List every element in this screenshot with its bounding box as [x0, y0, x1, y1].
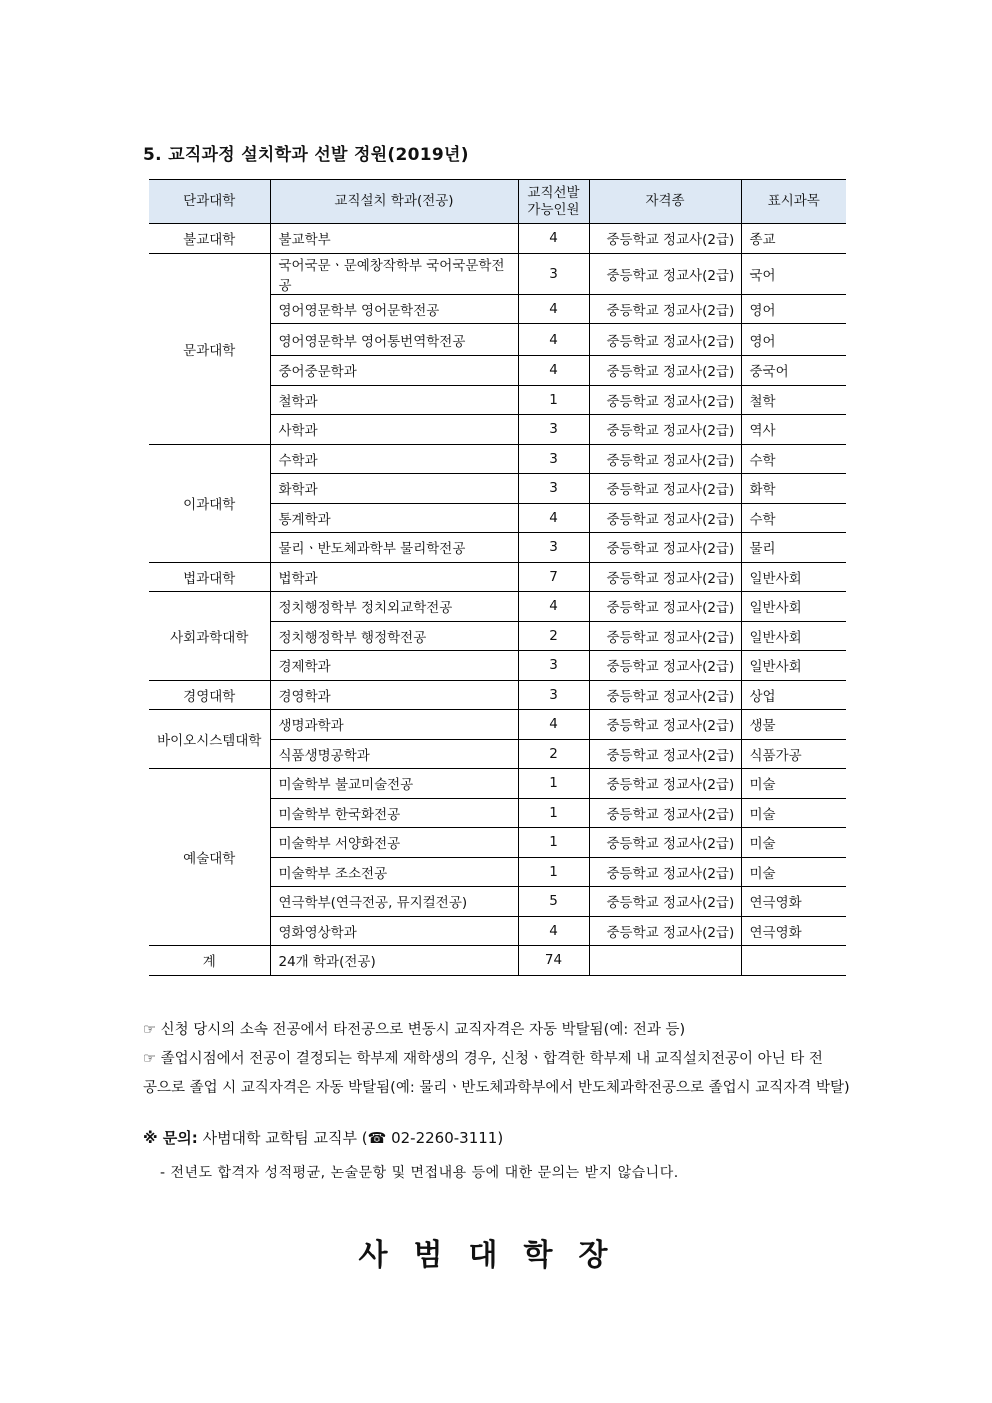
header-department: 교직설치 학과(전공)	[270, 180, 518, 224]
count-cell: 3	[518, 680, 589, 710]
college-cell: 법과대학	[149, 562, 270, 592]
subject-cell: 생물	[741, 710, 846, 740]
subject-cell: 일반사회	[741, 562, 846, 592]
note-transfer: ☞ 신청 당시의 소속 전공에서 타전공으로 변동시 교직자격은 자동 박탈됨(예: 전과 등)	[143, 1022, 686, 1038]
count-cell: 4	[518, 324, 589, 356]
department-cell: 정치행정학부 정치외교학전공	[270, 592, 518, 622]
count-cell: 1	[518, 769, 589, 799]
qualification-cell: 중등학교 정교사(2급)	[589, 474, 741, 504]
department-cell: 미술학부 조소전공	[270, 857, 518, 887]
total-subject-cell	[741, 946, 846, 976]
qualification-cell: 중등학교 정교사(2급)	[589, 828, 741, 858]
table-row	[149, 444, 846, 474]
table-row	[149, 680, 846, 710]
count-cell: 4	[518, 710, 589, 740]
qualification-cell: 중등학교 정교사(2급)	[589, 294, 741, 324]
subject-cell: 상업	[741, 680, 846, 710]
count-cell: 1	[518, 828, 589, 858]
department-cell: 정치행정학부 행정학전공	[270, 621, 518, 651]
qualification-cell: 중등학교 정교사(2급)	[589, 651, 741, 681]
total-row	[149, 946, 846, 976]
qualification-cell: 중등학교 정교사(2급)	[589, 739, 741, 769]
qualification-cell: 중등학교 정교사(2급)	[589, 444, 741, 474]
department-cell: 영화영상학과	[270, 916, 518, 946]
qualification-cell: 중등학교 정교사(2급)	[589, 415, 741, 445]
subject-cell: 수학	[741, 503, 846, 533]
subject-cell: 미술	[741, 828, 846, 858]
subject-cell: 수학	[741, 444, 846, 474]
table-row	[149, 710, 846, 740]
total-count-cell: 74	[518, 946, 589, 976]
subject-cell: 미술	[741, 769, 846, 799]
subject-cell: 영어	[741, 294, 846, 324]
department-cell: 식품생명공학과	[270, 739, 518, 769]
qualification-cell: 중등학교 정교사(2급)	[589, 887, 741, 917]
department-cell: 불교학부	[270, 224, 518, 254]
subject-cell: 화학	[741, 474, 846, 504]
department-cell: 경영학과	[270, 680, 518, 710]
contact-label: ※ 문의:	[143, 1129, 198, 1147]
qualification-cell: 중등학교 정교사(2급)	[589, 592, 741, 622]
department-cell: 경제학과	[270, 651, 518, 681]
count-cell: 3	[518, 651, 589, 681]
total-label-cell: 계	[149, 946, 270, 976]
contact-text: 사범대학 교학팀 교직부 (☎ 02-2260-3111)	[202, 1129, 504, 1147]
college-cell: 사회과학대학	[149, 592, 270, 681]
signature: 사범대학장	[358, 1238, 634, 1273]
table-row	[149, 253, 846, 294]
qualification-cell: 중등학교 정교사(2급)	[589, 798, 741, 828]
qualification-cell: 중등학교 정교사(2급)	[589, 680, 741, 710]
table-header-row	[149, 180, 846, 224]
qualification-cell: 중등학교 정교사(2급)	[589, 857, 741, 887]
subject-cell: 일반사회	[741, 592, 846, 622]
table-row	[149, 769, 846, 799]
college-cell: 경영대학	[149, 680, 270, 710]
quota-table	[149, 179, 846, 976]
college-cell: 문과대학	[149, 253, 270, 444]
department-cell: 미술학부 서양화전공	[270, 828, 518, 858]
department-cell: 법학과	[270, 562, 518, 592]
count-cell: 1	[518, 857, 589, 887]
subject-cell: 영어	[741, 324, 846, 356]
count-cell: 3	[518, 444, 589, 474]
count-cell: 4	[518, 592, 589, 622]
department-cell: 미술학부 불교미술전공	[270, 769, 518, 799]
college-cell: 바이오시스템대학	[149, 710, 270, 769]
note-graduation-line1: ☞ 졸업시점에서 전공이 결정되는 학부제 재학생의 경우, 신청ㆍ합격한 학부제 내 교직설치전공이 아닌 타 전	[143, 1051, 823, 1067]
department-cell: 국어국문ㆍ문예창작학부 국어국문학전공	[270, 253, 518, 294]
count-cell: 4	[518, 356, 589, 386]
qualification-cell: 중등학교 정교사(2급)	[589, 224, 741, 254]
count-cell: 5	[518, 887, 589, 917]
subject-cell: 연극영화	[741, 887, 846, 917]
department-cell: 연극학부(연극전공, 뮤지컬전공)	[270, 887, 518, 917]
department-cell: 사학과	[270, 415, 518, 445]
subject-cell: 일반사회	[741, 621, 846, 651]
department-cell: 물리ㆍ반도체과학부 물리학전공	[270, 533, 518, 563]
header-count: 교직선발 가능인원	[518, 180, 589, 224]
department-cell: 영어영문학부 영어통번역학전공	[270, 324, 518, 356]
college-cell: 이과대학	[149, 444, 270, 562]
department-cell: 미술학부 한국화전공	[270, 798, 518, 828]
section-title: 5. 교직과정 설치학과 선발 정원(2019년)	[143, 145, 469, 165]
header-subject: 표시과목	[741, 180, 846, 224]
subject-cell: 종교	[741, 224, 846, 254]
department-cell: 영어영문학부 영어문학전공	[270, 294, 518, 324]
count-cell: 1	[518, 798, 589, 828]
college-cell: 예술대학	[149, 769, 270, 946]
table-row	[149, 562, 846, 592]
qualification-cell: 중등학교 정교사(2급)	[589, 324, 741, 356]
table-body	[149, 224, 846, 976]
count-cell: 3	[518, 533, 589, 563]
qualification-cell: 중등학교 정교사(2급)	[589, 356, 741, 386]
department-cell: 생명과학과	[270, 710, 518, 740]
department-cell: 중어중문학과	[270, 356, 518, 386]
subject-cell: 물리	[741, 533, 846, 563]
subject-cell: 연극영화	[741, 916, 846, 946]
count-cell: 1	[518, 385, 589, 415]
qualification-cell: 중등학교 정교사(2급)	[589, 916, 741, 946]
qualification-cell: 중등학교 정교사(2급)	[589, 562, 741, 592]
count-cell: 3	[518, 474, 589, 504]
subject-cell: 역사	[741, 415, 846, 445]
count-cell: 4	[518, 916, 589, 946]
qualification-cell: 중등학교 정교사(2급)	[589, 385, 741, 415]
count-cell: 2	[518, 621, 589, 651]
qualification-cell: 중등학교 정교사(2급)	[589, 253, 741, 294]
count-cell: 4	[518, 503, 589, 533]
header-college: 단과대학	[149, 180, 270, 224]
header-qualification: 자격종	[589, 180, 741, 224]
subject-cell: 철학	[741, 385, 846, 415]
contact-line	[143, 1127, 503, 1148]
count-cell: 4	[518, 224, 589, 254]
total-qualification-cell	[589, 946, 741, 976]
department-cell: 통계학과	[270, 503, 518, 533]
qualification-cell: 중등학교 정교사(2급)	[589, 621, 741, 651]
table-row	[149, 224, 846, 254]
table-row	[149, 592, 846, 622]
subject-cell: 일반사회	[741, 651, 846, 681]
qualification-cell: 중등학교 정교사(2급)	[589, 769, 741, 799]
department-cell: 철학과	[270, 385, 518, 415]
count-cell: 3	[518, 253, 589, 294]
note-graduation-line2: 공으로 졸업 시 교직자격은 자동 박탈됨(예: 물리ㆍ반도체과학부에서 반도체과학전공으로 졸업시 교직자격 박탈)	[143, 1080, 850, 1096]
department-cell: 수학과	[270, 444, 518, 474]
subject-cell: 국어	[741, 253, 846, 294]
subject-cell: 미술	[741, 798, 846, 828]
qualification-cell: 중등학교 정교사(2급)	[589, 533, 741, 563]
count-cell: 3	[518, 415, 589, 445]
qualification-cell: 중등학교 정교사(2급)	[589, 710, 741, 740]
department-cell: 화학과	[270, 474, 518, 504]
total-department-cell: 24개 학과(전공)	[270, 946, 518, 976]
count-cell: 2	[518, 739, 589, 769]
count-cell: 7	[518, 562, 589, 592]
subject-cell: 중국어	[741, 356, 846, 386]
college-cell: 불교대학	[149, 224, 270, 254]
subject-cell: 식품가공	[741, 739, 846, 769]
subject-cell: 미술	[741, 857, 846, 887]
contact-disclaimer: - 전년도 합격자 성적평균, 논술문항 및 면접내용 등에 대한 문의는 받지 않습니다.	[160, 1165, 679, 1181]
qualification-cell: 중등학교 정교사(2급)	[589, 503, 741, 533]
count-cell: 4	[518, 294, 589, 324]
